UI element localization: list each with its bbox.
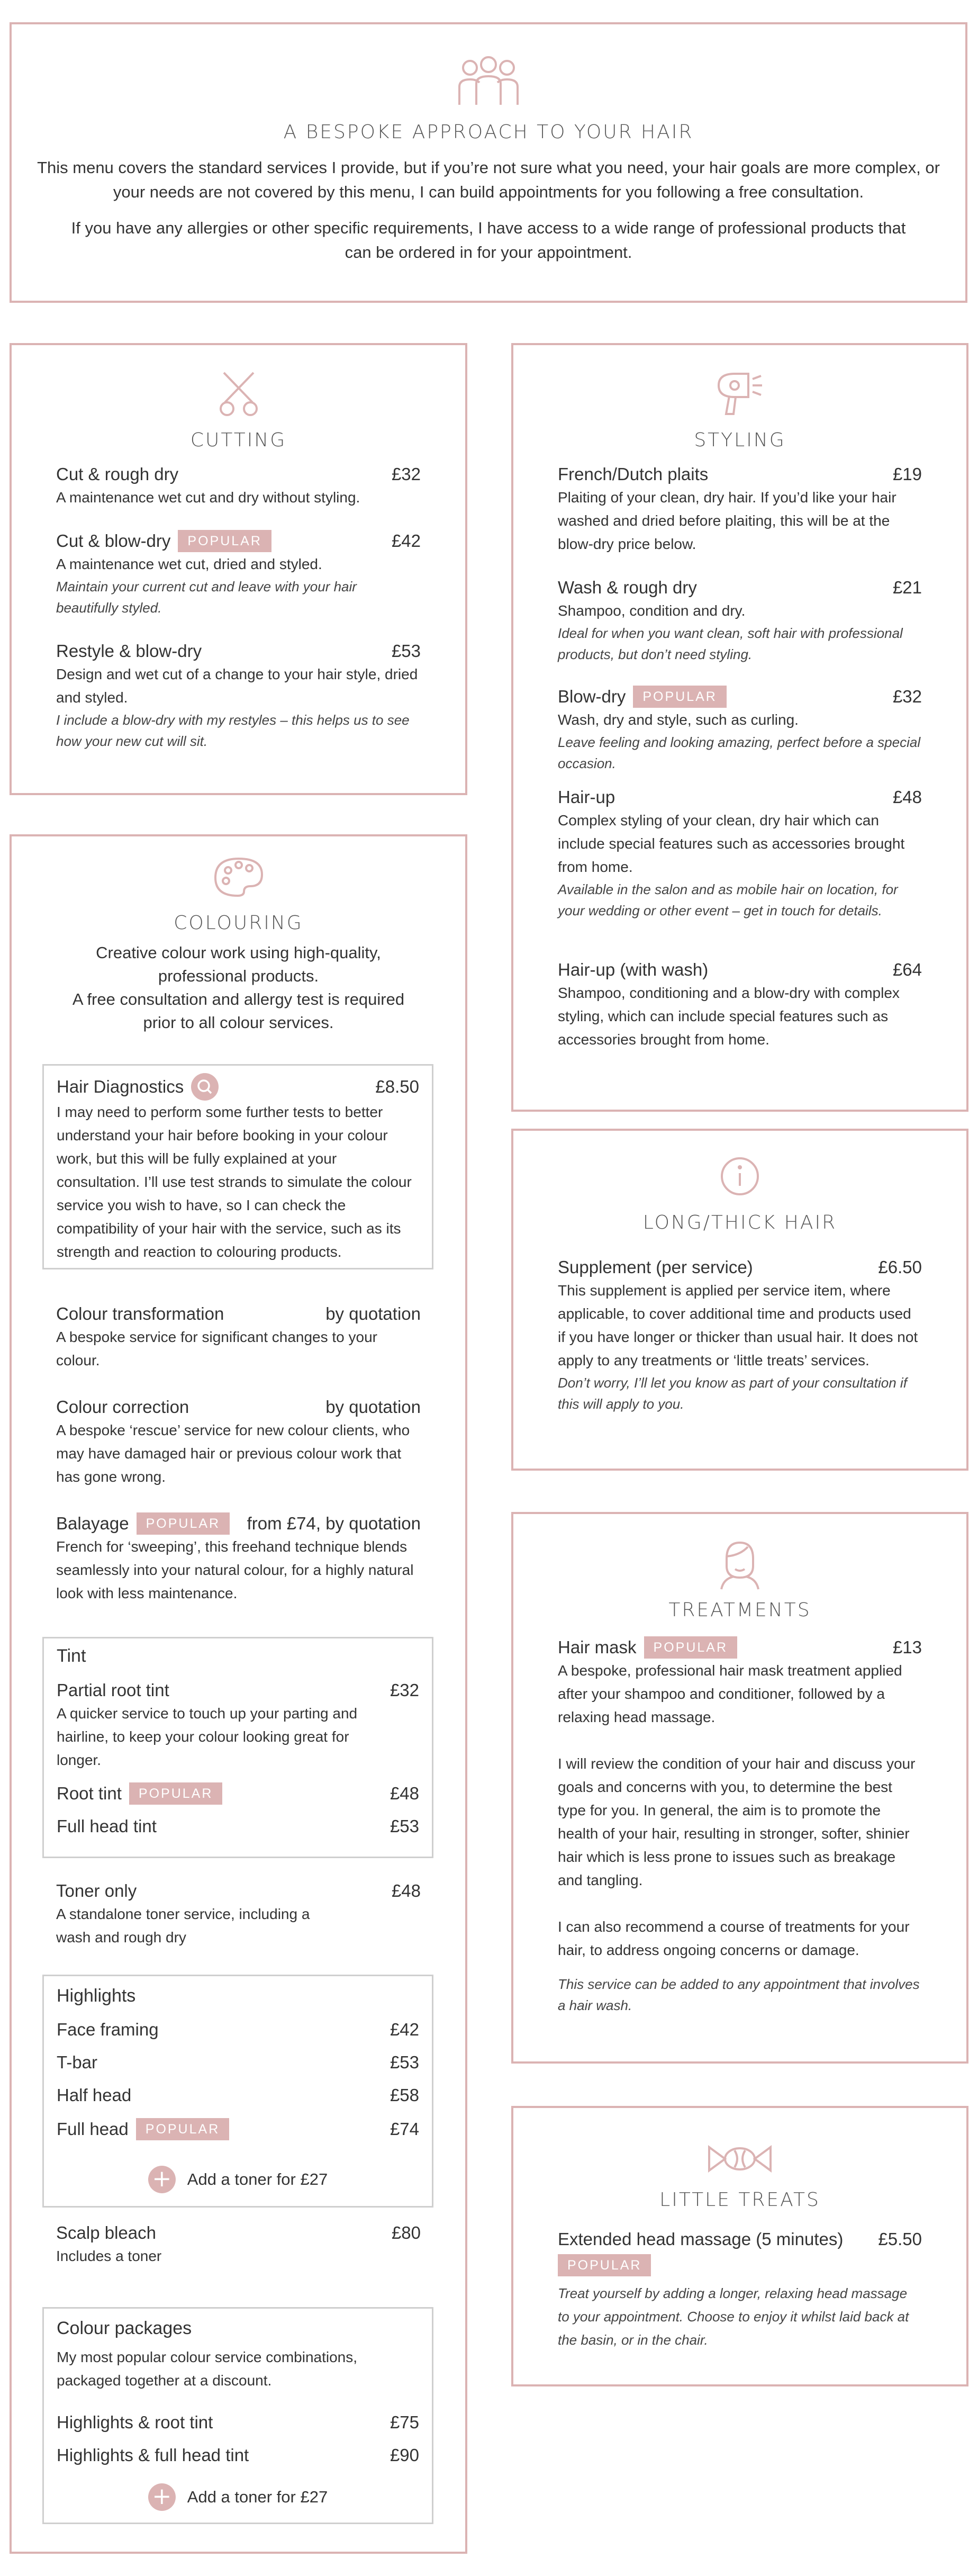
popular-badge: POPULAR [558,2254,651,2276]
service-name: Balayage [56,1514,129,1533]
service-note: Leave feeling and looking amazing, perfect before a special occasion. [558,734,921,771]
service-toner-only [56,1879,421,1949]
service-note: Available in the salon and as mobile hair on location, for your wedding or other event – get in touch for details. [558,881,898,918]
service-price: £58 [390,2085,419,2105]
service-price: by quotation [325,1304,421,1323]
people-group-icon [12,56,965,112]
treatments-title: TREATMENTS [668,1599,811,1621]
service-desc: A bespoke ‘rescue’ service for new colour clients, who may have damaged hair or previous colour work that has gone wrong. [56,1422,410,1485]
service-partial-root-tint [57,1679,419,1772]
service-face-framing [57,2020,419,2040]
service-name: Blow-dry [558,687,626,706]
service-price: £32 [390,1680,419,1700]
long-hair-card [511,1129,968,1471]
service-head-massage [558,2228,922,2352]
service-desc: I may need to perform some further tests to better understand your hair before booking in your colour work, but this will be fully explained at your consultation. I’ll use test strands to simulate the colour service you wish to have, so I can check the compatibility of your hair with the service, such as its strength and reaction to colouring products. [57,1104,412,1260]
service-blow-dry [558,685,922,774]
service-price: £19 [892,464,922,484]
cutting-card [10,343,467,795]
popular-badge: POPULAR [136,2118,229,2140]
service-desc: Plaiting of your clean, dry hair. If you’d like your hair washed and dried before plaiting, this will be at the blow-dry price below. [558,489,897,552]
magnifier-icon [191,1073,219,1101]
popular-badge: POPULAR [633,686,726,708]
add-toner-button[interactable] [44,2166,432,2193]
service-restyle-blow-dry [56,640,421,752]
service-name: Cut & rough dry [56,464,179,484]
popular-badge: POPULAR [129,1782,222,1805]
popular-badge: POPULAR [137,1512,230,1535]
colouring-title: COLOURING [174,912,303,934]
service-note: Treat yourself by adding a longer, relaxing head massage to your appointment. Choose to enjoy it whilst laid back at the basin, or in the chair. [558,2285,909,2348]
long-hair-title: LONG/THICK HAIR [642,1212,837,1233]
service-price: £21 [892,578,922,597]
service-name: Full head [57,2119,129,2139]
service-note: Maintain your current cut and leave with your hair beautifully styled. [56,579,357,616]
service-name: Supplement (per service) [558,1257,753,1277]
intro-paragraph-1: This menu covers the standard services I provide, but if you’re not sure what you need, your hair goals are more complex, or your needs are not covered by this menu, I can build appointments for you following a free consultation. [37,158,940,201]
info-icon [513,1155,966,1200]
service-wash-rough-dry [558,576,922,665]
service-hair-up [558,786,922,921]
service-plaits [558,463,922,556]
service-cut-blow-dry [56,529,421,618]
service-name: Full head tint [57,1816,157,1836]
service-full-head-tint [57,1816,419,1836]
service-colour-transformation [56,1302,421,1372]
service-desc: A bespoke, professional hair mask treatment applied after your shampoo and conditioner, followed by a relaxing head massage. [558,1662,902,1725]
service-supplement [558,1256,922,1415]
service-price: £8.50 [375,1077,419,1096]
intro-title: A BESPOKE APPROACH TO YOUR HAIR [283,121,694,143]
service-desc: French for ‘sweeping’, this freehand technique blends seamlessly into your natural colour, for a highly natural look with less maintenance. [56,1538,414,1601]
service-name: Cut & blow-dry [56,531,171,551]
add-toner-label: Add a toner for £27 [187,2170,328,2188]
colouring-intro-1: Creative colour work using high-quality, professional products. [96,943,381,985]
service-name: Half head [57,2085,132,2105]
service-desc: Shampoo, condition and dry. [558,602,746,619]
service-name: Highlights & full head tint [57,2445,249,2465]
face-icon [513,1537,966,1593]
service-name: Hair mask [558,1637,637,1657]
service-note: Ideal for when you want clean, soft hair with professional products, but don’t need styling. [558,625,903,662]
service-hair-diagnostics [57,1073,419,1264]
service-price: £6.50 [878,1257,922,1277]
candy-icon [513,2143,966,2177]
service-price: £53 [390,1816,419,1836]
service-name: Colour correction [56,1397,189,1417]
service-root-tint [57,1782,419,1805]
service-price: £42 [390,2020,419,2039]
treatments-card [511,1512,968,2064]
service-desc: I will review the condition of your hair and discuss your goals and concerns with you, to determine the best type for you. In general, the aim is to promote the health of your hair, resulting in stronger, softer, shinier hair which is less prone to issues such as breakage and tangling. [558,1755,916,1888]
tint-box [42,1637,433,1858]
service-desc: Wash, dry and style, such as curling. [558,711,799,728]
plus-icon: + [148,2166,176,2193]
service-name: T-bar [57,2052,98,2072]
service-name: Hair-up [558,787,615,807]
service-name: Partial root tint [57,1680,169,1700]
service-desc: Design and wet cut of a change to your hair style, dried and styled. [56,666,418,706]
service-note: I include a blow-dry with my restyles – this helps us to see how your new cut will sit. [56,712,410,749]
service-scalp-bleach [56,2221,421,2268]
service-price: £32 [391,464,421,484]
service-price: by quotation [325,1397,421,1417]
styling-card [511,343,968,1112]
service-highlights-full-head-tint [57,2445,419,2465]
service-name: Scalp bleach [56,2223,156,2242]
service-desc: A maintenance wet cut and dry without styling. [56,489,360,506]
service-hair-up-with-wash [558,958,922,1051]
service-full-head [57,2118,419,2140]
scissors-icon [12,370,465,420]
plus-icon: + [148,2483,176,2511]
service-name: Highlights & root tint [57,2412,213,2432]
service-desc: A standalone toner service, including a wash and rough dry [56,1906,310,1945]
add-toner-label: Add a toner for £27 [187,2488,328,2506]
cutting-title: CUTTING [190,429,287,451]
service-note: This service can be added to any appointment that involves a hair wash. [558,1976,920,2013]
service-price: £53 [390,2052,419,2072]
service-price: £5.50 [878,2229,922,2249]
tint-title: Tint [57,1646,86,1666]
service-half-head [57,2085,419,2105]
service-name: Colour transformation [56,1304,224,1323]
service-desc: Includes a toner [56,2248,162,2264]
highlights-box [42,1975,433,2208]
service-desc: A bespoke service for significant changes to your colour. [56,1329,378,1368]
service-price: £13 [892,1637,922,1657]
service-colour-correction [56,1395,421,1489]
highlights-title: Highlights [57,1986,136,2006]
service-name: Toner only [56,1881,137,1901]
service-desc: A maintenance wet cut, dried and styled. [56,556,322,572]
service-name: Face framing [57,2020,159,2039]
service-price: £80 [391,2223,421,2242]
service-cut-rough-dry [56,463,421,509]
little-treats-card [511,2106,968,2386]
service-price: £53 [391,641,421,661]
service-price: £48 [390,1784,419,1803]
palette-icon [12,855,465,900]
service-hair-mask [558,1636,922,2016]
service-desc: A quicker service to touch up your parting and hairline, to keep your colour looking great for longer. [57,1705,358,1768]
styling-title: STYLING [694,429,786,451]
service-price: £42 [391,531,421,551]
service-name: Root tint [57,1784,122,1803]
popular-badge: POPULAR [644,1636,737,1659]
packages-title: Colour packages [57,2318,192,2338]
service-name: Extended head massage (5 minutes) [558,2229,844,2249]
service-name: Restyle & blow-dry [56,641,202,661]
service-name: Wash & rough dry [558,578,697,597]
popular-badge: POPULAR [178,530,271,552]
add-toner-button[interactable] [44,2483,432,2511]
intro-paragraph-2: If you have any allergies or other specific requirements, I have access to a wide range of professional products that can be ordered in for your appointment. [71,219,906,262]
intro-card [10,22,967,303]
service-price: £74 [390,2119,419,2139]
service-desc: Complex styling of your clean, dry hair which can include special features such as accessories brought from home. [558,812,905,875]
service-desc: This supplement is applied per service item, where applicable, to cover additional time and products used if you have longer or thicker than usual hair. It does not apply to any treatments or ‘little treats’ services. [558,1282,918,1368]
colouring-card [10,834,467,2554]
packages-desc: My most popular colour service combinations, packaged together at a discount. [57,2349,358,2389]
service-name: Hair Diagnostics [57,1077,184,1096]
service-name: Hair-up (with wash) [558,960,709,979]
service-price: £48 [892,787,922,807]
service-desc: Shampoo, conditioning and a blow-dry with complex styling, which can include special features such as accessories brought from home. [558,985,900,1048]
service-desc: I can also recommend a course of treatments for your hair, to address ongoing concerns or damage. [558,1919,910,1958]
service-price: £90 [390,2445,419,2465]
service-t-bar [57,2052,419,2073]
service-price: £75 [390,2412,419,2432]
colour-packages-box [42,2307,433,2524]
service-price: £32 [892,687,922,706]
service-price: £64 [892,960,922,979]
service-name: French/Dutch plaits [558,464,709,484]
hair-dryer-icon [513,370,966,420]
service-price: from £74, by quotation [247,1514,421,1533]
service-highlights-root-tint [57,2412,419,2433]
service-balayage [56,1512,421,1605]
service-note: Don’t worry, I’ll let you know as part of your consultation if this will apply to you. [558,1375,907,1412]
colouring-intro-2: A free consultation and allergy test is required prior to all colour services. [72,990,405,1032]
hair-diagnostics-box [42,1064,433,1269]
service-price: £48 [391,1881,421,1901]
little-treats-title: LITTLE TREATS [659,2189,820,2211]
